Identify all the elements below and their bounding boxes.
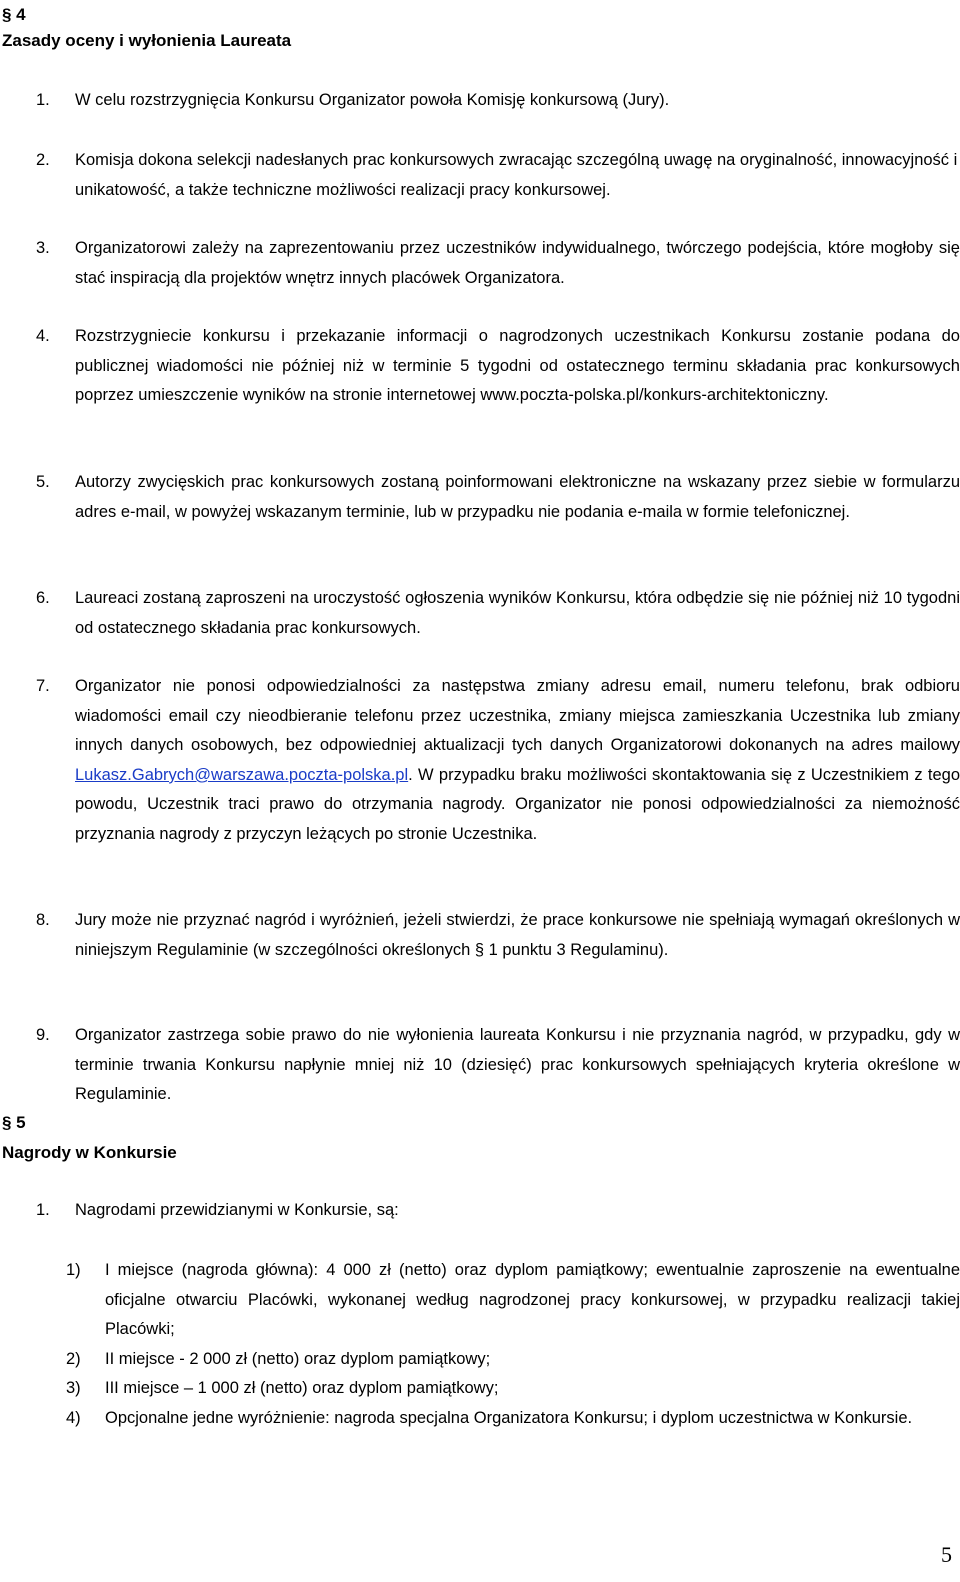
item-text: Autorzy zwycięskich prac konkursowych zostaną poinformowani elektroniczne na wskazany przez siebie w formularzu adres e-mail, w powyżej wskazanym terminie, lub w przypadku nie podania e-maila w formie telefonicznej. [75,473,960,521]
section-4-item-2 [36,146,960,205]
item-text: Nagrodami przewidzianymi w Konkursie, są: [75,1201,399,1219]
item-number: 3. [36,239,50,257]
item-text: W celu rozstrzygnięcia Konkursu Organizator powoła Komisję konkursową (Jury). [75,91,670,109]
item-number: 7. [36,677,50,695]
item-text: Rozstrzygniecie konkursu i przekazanie informacji o nagrodzonych uczestnikach Konkursu zostanie podana do publicznej wiadomości nie później niż w terminie 5 tygodni od ostatecznego terminu składania prac konkursowych poprzez umieszczenie wyników na stronie internetowej www.poczta-polska.pl/konkurs-architektoniczny. [75,327,960,405]
prize-number: 2) [66,1350,81,1368]
section-4-item-6 [36,584,960,643]
item-text-after: . W przypadku braku możliwości skontaktowania się z Uczestnikiem z tego powodu, Uczestnik traci prawo do otrzymania nagrody. Organizator nie ponosi odpowiedzialności za niemożność przyznania nagrody z przyczyn leżących po stronie Uczestnika. [75,765,960,843]
item-number: 6. [36,589,50,607]
item-number: 8. [36,911,50,929]
organizer-email-link[interactable]: Lukasz.Gabrych@warszawa.poczta-polska.pl [75,765,409,784]
section-4-item-8 [36,906,960,965]
prize-text: Opcjonalne jedne wyróżnienie: nagroda specjalna Organizatora Konkursu; i dyplom uczestnictwa w Konkursie. [105,1409,913,1427]
prize-number: 3) [66,1379,81,1397]
prize-number: 1) [66,1261,81,1279]
section-4-title: Zasady oceny i wyłonienia Laureata [2,31,292,50]
section-4-item-7 [36,672,960,850]
item-text: Organizatorowi zależy na zaprezentowaniu przez uczestników indywidualnego, twórczego podejścia, które mogłoby się stać inspiracją dla projektów wnętrz innych placówek Organizatora. [75,239,960,287]
item-text: Jury może nie przyznać nagród i wyróżnień, jeżeli stwierdzi, że prace konkursowe nie spełniają wymagań określonych w niniejszym Regulaminie (w szczególności określonych § 1 punktu 3 Regulaminu). [75,911,960,959]
section-5-item-1 [36,1196,960,1226]
section-4-item-9 [36,1021,960,1110]
item-number: 4. [36,327,50,345]
section-4-item-5 [36,468,960,527]
item-text: Komisja dokona selekcji nadesłanych prac konkursowych zwracając szczególną uwagę na oryginalność, innowacyjność i unikatowość, a także techniczne możliwości realizacji pracy konkursowej. [75,151,958,199]
prize-text: II miejsce - 2 000 zł (netto) oraz dyplom pamiątkowy; [105,1350,491,1368]
item-number: 1. [36,91,50,109]
prize-item-4 [66,1404,960,1434]
prize-item-2 [66,1345,960,1375]
item-number: 2. [36,151,50,169]
item-text-before: Organizator nie ponosi odpowiedzialności za następstwa zmiany adresu email, numeru telefonu, brak odbioru wiadomości email czy nieodbieranie telefonu przez uczestnika, zmiany miejsca zamieszkania Uczestnika lub zmiany innych danych osobowych, bez odpowiedniej aktualizacji tych danych Organizatorowi dokonanych na adres mailowy [75,677,960,755]
section-5-number: § 5 [2,1113,26,1132]
item-number: 1. [36,1201,50,1219]
item-text: Laureaci zostaną zaproszeni na uroczystość ogłoszenia wyników Konkursu, która odbędzie się nie później niż 10 tygodni od ostatecznego składania prac konkursowych. [75,589,960,637]
section-4-item-3 [36,234,960,293]
prize-number: 4) [66,1409,81,1427]
item-number: 9. [36,1026,50,1044]
section-5-title: Nagrody w Konkursie [2,1143,177,1162]
prize-item-3 [66,1374,960,1404]
item-text: Organizator zastrzega sobie prawo do nie wyłonienia laureata Konkursu i nie przyznania nagród, w przypadku, gdy w terminie trwania Konkursu napłynie mniej niż 10 (dziesięć) prac konkursowych spełniających kryteria określone w Regulaminie. [75,1026,960,1104]
item-number: 5. [36,473,50,491]
item-text [75,672,960,850]
section-4-item-1 [36,86,960,116]
page-number: 5 [941,1542,952,1567]
prize-text: III miejsce – 1 000 zł (netto) oraz dyplom pamiątkowy; [105,1379,499,1397]
section-4-item-4 [36,322,960,411]
prize-text: I miejsce (nagroda główna): 4 000 zł (netto) oraz dyplom pamiątkowy; ewentualnie zaproszenie na ewentualne oficjalne otwarciu Placówki, wykonanej według nagrodzonej pracy konkursowej, w przypadku realizacji takiej Placówki; [105,1261,960,1339]
prize-item-1 [66,1256,960,1345]
section-4-number: § 4 [2,5,26,24]
